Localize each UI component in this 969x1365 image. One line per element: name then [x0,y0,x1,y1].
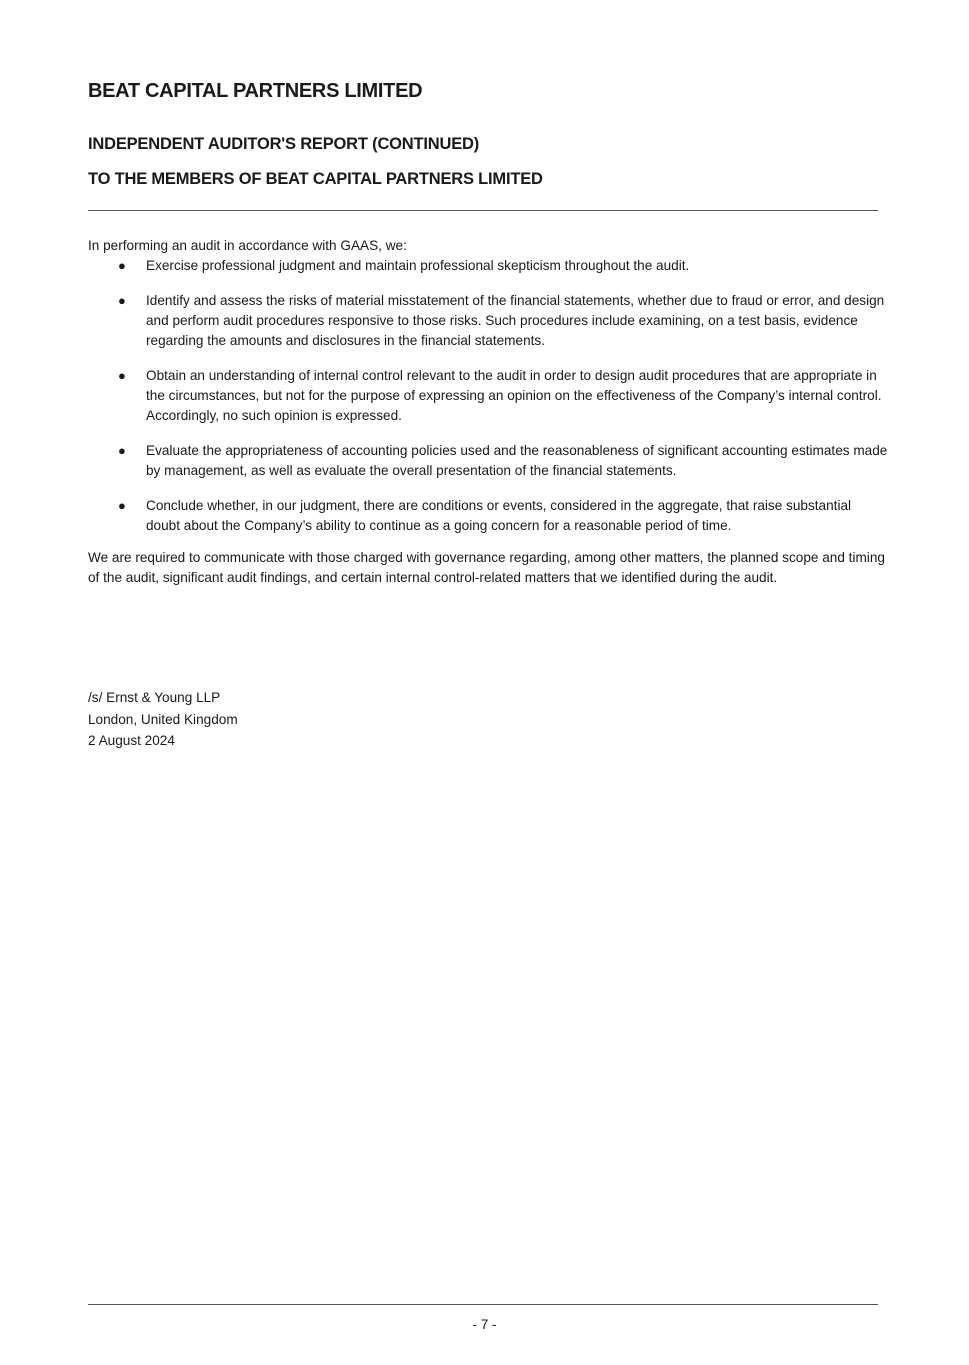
list-item-text: Exercise professional judgment and maintain professional skepticism throughout the audit. [146,258,690,273]
bullet-icon: ● [118,498,126,513]
report-title: INDEPENDENT AUDITOR'S REPORT (CONTINUED) [88,135,480,153]
footer-divider [88,1304,878,1305]
header-divider [88,210,878,211]
intro-paragraph: In performing an audit in accordance with GAAS, we: [88,238,407,253]
list-item [88,366,888,426]
report-addressee: TO THE MEMBERS OF BEAT CAPITAL PARTNERS LIMITED [88,170,543,188]
page-number: - 7 - [472,1317,497,1332]
list-item [88,256,888,276]
bullet-icon: ● [118,443,126,458]
signature-location: London, United Kingdom [88,711,238,727]
procedures-list [88,256,888,551]
list-item-text: Obtain an understanding of internal control relevant to the audit in order to design audit procedures that are appropriate in the circumstances, but not for the purpose of expressing an opinion on the effectiveness of the Company’s internal control. Accordingly, no such opinion is expressed. [146,368,882,423]
list-item-text: Identify and assess the risks of material misstatement of the financial statements, whether due to fraud or error, and design and perform audit procedures responsive to those risks. Such procedures include examining, on a test basis, evidence regarding the amounts and disclosures in the financial statements. [146,293,885,348]
bullet-icon: ● [118,258,126,273]
signature-date: 2 August 2024 [88,733,175,748]
list-item-text: Evaluate the appropriateness of accounting policies used and the reasonableness of significant accounting estimates made by management, as well as evaluate the overall presentation of the financial statements. [146,443,888,478]
bullet-icon: ● [118,293,126,308]
company-title: BEAT CAPITAL PARTNERS LIMITED [88,80,423,102]
closing-paragraph: We are required to communicate with those charged with governance regarding, among other matters, the planned scope and timing of the audit, significant audit findings, and certain internal control-related matters that we identified during the audit. [88,550,885,585]
list-item [88,291,888,351]
list-item [88,496,888,536]
list-item [88,441,888,481]
signer-name: /s/ Ernst & Young LLP [88,690,221,705]
bullet-icon: ● [118,368,126,383]
list-item-text: Conclude whether, in our judgment, there are conditions or events, considered in the aggregate, that raise substantial doubt about the Company’s ability to continue as a going concern for a reasonable period of time. [146,498,852,533]
signature-block [88,687,238,752]
